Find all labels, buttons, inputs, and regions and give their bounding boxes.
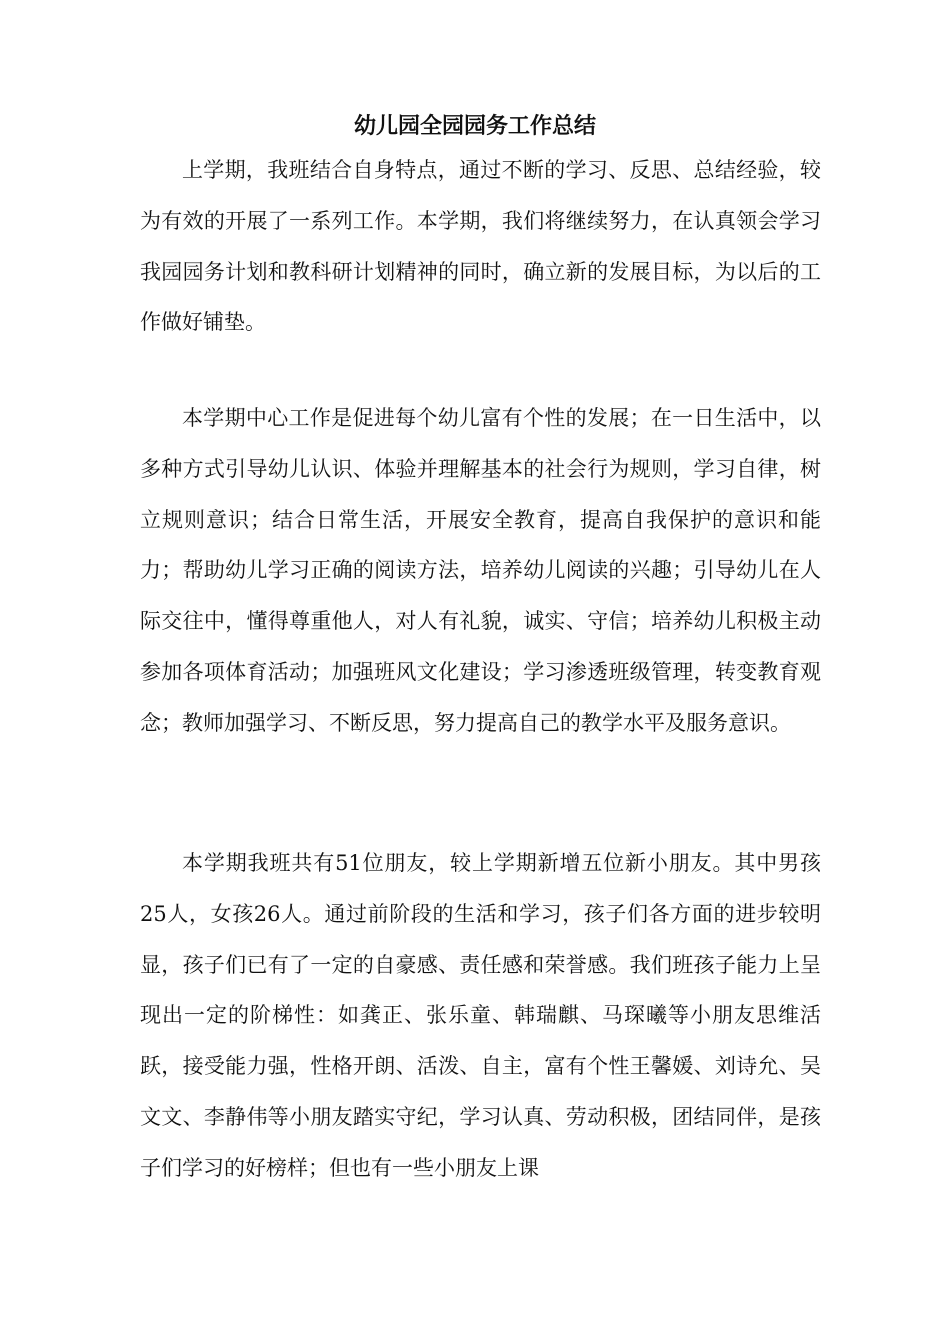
paragraph-central-work: 本学期中心工作是促进每个幼儿富有个性的发展；在一日生活中，以多种方式引导幼儿认识、体验并理解基本的社会行为规则，学习自律，树立规则意识；结合日常生活，开展安全教育，提高自我保护的意识和能力；帮助幼儿学习正确的阅读方法，培养幼儿阅读的兴趣；引导幼儿在人际交往中，懂得尊重他人，对人有礼貌，诚实、守信；培养幼儿积极主动参加各项体育活动；加强班风文化建设；学习渗透班级管理，转变教育观念；教师加强学习、不断反思，努力提高自己的教学水平及服务意识。 [140,406,821,735]
document-title: 幼儿园全园园务工作总结 [353,113,596,139]
paragraph-intro: 上学期，我班结合自身特点，通过不断的学习、反思、总结经验，较为有效的开展了一系列工作。本学期，我们将继续努力，在认真领会学习我园园务计划和教科研计划精神的同时，确立新的发展目标，为以后的工作做好铺垫。 [140,158,821,335]
paragraph-class-overview: 本学期我班共有51位朋友，较上学期新增五位新小朋友。其中男孩25人，女孩26人。通过前阶段的生活和学习，孩子们各方面的进步较明显，孩子们已有了一定的自豪感、责任感和荣誉感。我们班孩子能力上呈现出一定的阶梯性：如龚正、张乐童、韩瑞麒、马琛曦等小朋友思维活跃，接受能力强，性格开朗、活泼、自主，富有个性王馨媛、刘诗允、吴文文、李静伟等小朋友踏实守纪，学习认真、劳动积极，团结同伴，是孩子们学习的好榜样；但也有一些小朋友上课 [140,851,821,1180]
